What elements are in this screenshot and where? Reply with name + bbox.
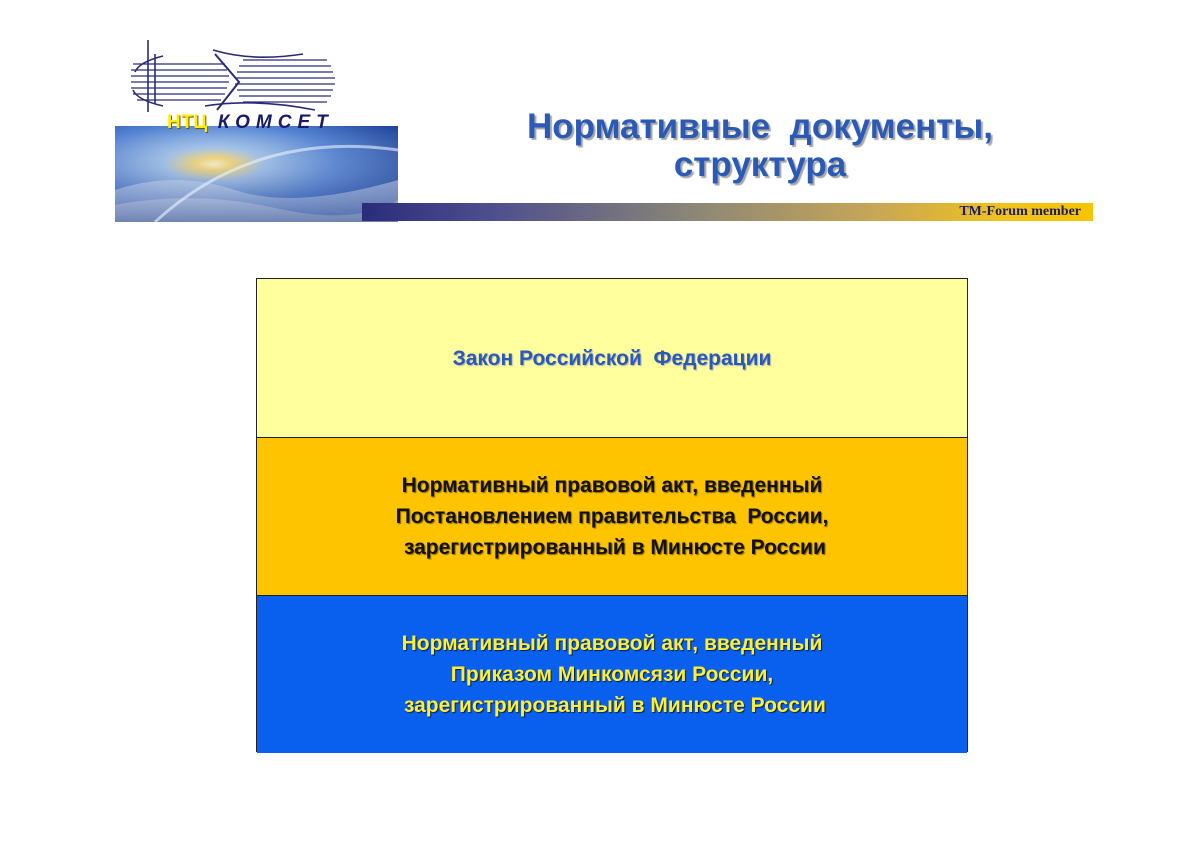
- header-gradient-bar: [362, 203, 1093, 221]
- logo-komset-text: КОМСЕТ: [217, 112, 334, 133]
- document-hierarchy: [256, 278, 968, 752]
- logo-ntc-text: НТЦ: [167, 112, 208, 133]
- page-title-line-2: структура: [673, 145, 847, 184]
- page-title: [400, 108, 1120, 184]
- tier-government-act-label: Нормативный правовой акт, введенный Постановлением правительства России, зарегистрированный в Минюсте России: [395, 474, 829, 559]
- tm-forum-badge: TM-Forum member: [959, 204, 1081, 219]
- tier-ministry-act: [257, 595, 967, 753]
- tier-government-act: [257, 437, 967, 595]
- tier-federal-law: [257, 279, 967, 437]
- company-logo: [115, 40, 398, 222]
- tier-ministry-act-label: Нормативный правовой акт, введенный Приказом Минкомсязи России, зарегистрированный в Минюсте России: [401, 632, 826, 717]
- tier-federal-law-label: Закон Российской Федерации: [452, 346, 772, 370]
- page-title-line-1: Нормативные документы,: [527, 107, 993, 146]
